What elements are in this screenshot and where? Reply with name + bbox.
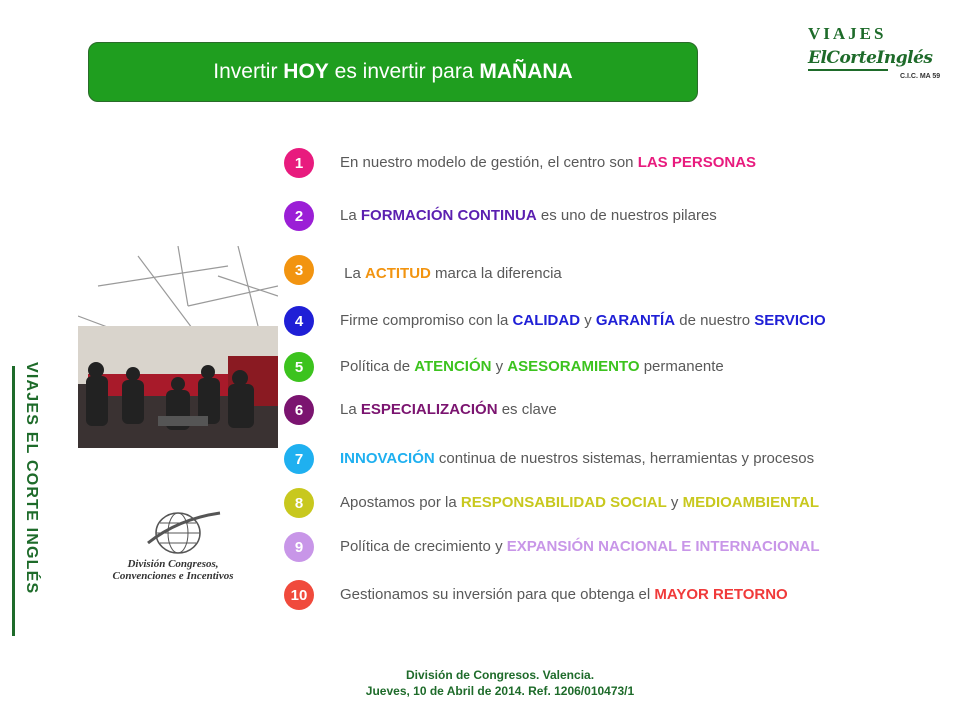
- highlight-text: ACTITUD: [365, 265, 431, 282]
- title-banner: [88, 42, 698, 102]
- body-text: Apostamos por la: [340, 494, 461, 511]
- number-badge: 9: [284, 532, 314, 562]
- sidebar-brand: [12, 362, 40, 638]
- principle-item: [284, 532, 960, 562]
- body-text: y: [491, 358, 508, 375]
- highlight-text: RESPONSABILIDAD SOCIAL: [460, 494, 667, 511]
- highlight-text: FORMACIÓN CONTINUA: [360, 207, 537, 224]
- principle-text: [340, 358, 724, 375]
- principle-text: [340, 312, 826, 329]
- principle-item: [284, 488, 960, 518]
- business-meeting-photo: [78, 246, 278, 448]
- highlight-text: EXPANSIÓN NACIONAL E INTERNACIONAL: [506, 538, 820, 555]
- body-text: es uno de nuestros pilares: [536, 207, 717, 224]
- logo-brand-text: ElCorteInglés: [808, 48, 933, 68]
- highlight-text: SERVICIO: [754, 312, 826, 329]
- body-text: permanente: [639, 358, 724, 375]
- body-text: Política de: [340, 358, 415, 375]
- body-text: Gestionamos su inversión para que obtenga el: [340, 586, 655, 603]
- logo-underline: [808, 69, 888, 71]
- principle-item: [284, 580, 960, 610]
- footer-line-2: Jueves, 10 de Abril de 2014. Ref. 1206/010473/1: [365, 684, 635, 698]
- body-text: En nuestro modelo de gestión, el centro son: [340, 154, 638, 171]
- footer: [0, 667, 960, 699]
- principle-text: [340, 265, 562, 282]
- body-text: La: [340, 401, 361, 418]
- highlight-text: INNOVACIÓN: [340, 450, 435, 467]
- viajes-el-corte-ingles-logo: [808, 24, 948, 94]
- number-badge: 8: [284, 488, 314, 518]
- principle-text: [340, 586, 788, 603]
- number-badge: 10: [284, 580, 314, 610]
- principle-text: [340, 450, 814, 467]
- principle-item: [284, 148, 960, 178]
- highlight-text: ESPECIALIZACIÓN: [360, 401, 498, 418]
- sidebar-rule: [12, 366, 15, 636]
- principle-text: [340, 538, 820, 555]
- banner-text-segment: HOY: [283, 60, 329, 83]
- principle-item: [284, 201, 960, 231]
- globe-icon: [108, 505, 238, 557]
- highlight-text: CALIDAD: [512, 312, 581, 329]
- logo-viajes-text: VIAJES: [808, 24, 887, 43]
- highlight-text: MEDIOAMBIENTAL: [682, 494, 819, 511]
- banner-text-segment: MAÑANA: [479, 60, 573, 83]
- body-text: Firme compromiso con la: [340, 312, 513, 329]
- number-badge: 7: [284, 444, 314, 474]
- banner-text-segment: es invertir para: [328, 60, 480, 83]
- body-text: continua de nuestros sistemas, herramientas y procesos: [434, 450, 815, 467]
- principle-text: [340, 401, 557, 418]
- highlight-text: MAYOR RETORNO: [654, 586, 788, 603]
- principle-item: [284, 306, 960, 336]
- highlight-text: ATENCIÓN: [414, 358, 492, 375]
- number-badge: 4: [284, 306, 314, 336]
- body-text: marca la diferencia: [430, 265, 562, 282]
- congresos-division-emblem: [108, 505, 238, 595]
- body-text: y: [580, 312, 596, 329]
- number-badge: 5: [284, 352, 314, 382]
- principle-item: [284, 444, 960, 474]
- principle-item: [284, 255, 960, 285]
- highlight-text: LAS PERSONAS: [637, 154, 757, 171]
- footer-line-1: División de Congresos. Valencia.: [405, 668, 595, 682]
- logo-license-text: C.I.C. MA 59: [900, 73, 941, 80]
- principle-text: [340, 154, 756, 171]
- principle-item: [284, 395, 960, 425]
- principle-item: [284, 352, 960, 382]
- highlight-text: ASESORAMIENTO: [507, 358, 640, 375]
- body-text: es clave: [497, 401, 557, 418]
- banner-text-segment: Invertir: [213, 60, 284, 83]
- body-text: La: [340, 207, 361, 224]
- emblem-caption-line: División Congresos,: [127, 558, 219, 570]
- sidebar-brand-text: VIAJES EL CORTE INGLÉS: [23, 362, 40, 595]
- principle-text: [340, 494, 819, 511]
- meeting-photo-illustration: [78, 246, 278, 448]
- emblem-caption-line: Convenciones e Incentivos: [112, 570, 234, 582]
- emblem-caption: [108, 558, 238, 582]
- body-text: y: [666, 494, 683, 511]
- principle-text: [340, 207, 717, 224]
- number-badge: 3: [284, 255, 314, 285]
- body-text: de nuestro: [675, 312, 755, 329]
- body-text: La: [340, 265, 366, 282]
- number-badge: 1: [284, 148, 314, 178]
- number-badge: 6: [284, 395, 314, 425]
- highlight-text: GARANTÍA: [595, 312, 676, 329]
- number-badge: 2: [284, 201, 314, 231]
- body-text: Política de crecimiento y: [340, 538, 507, 555]
